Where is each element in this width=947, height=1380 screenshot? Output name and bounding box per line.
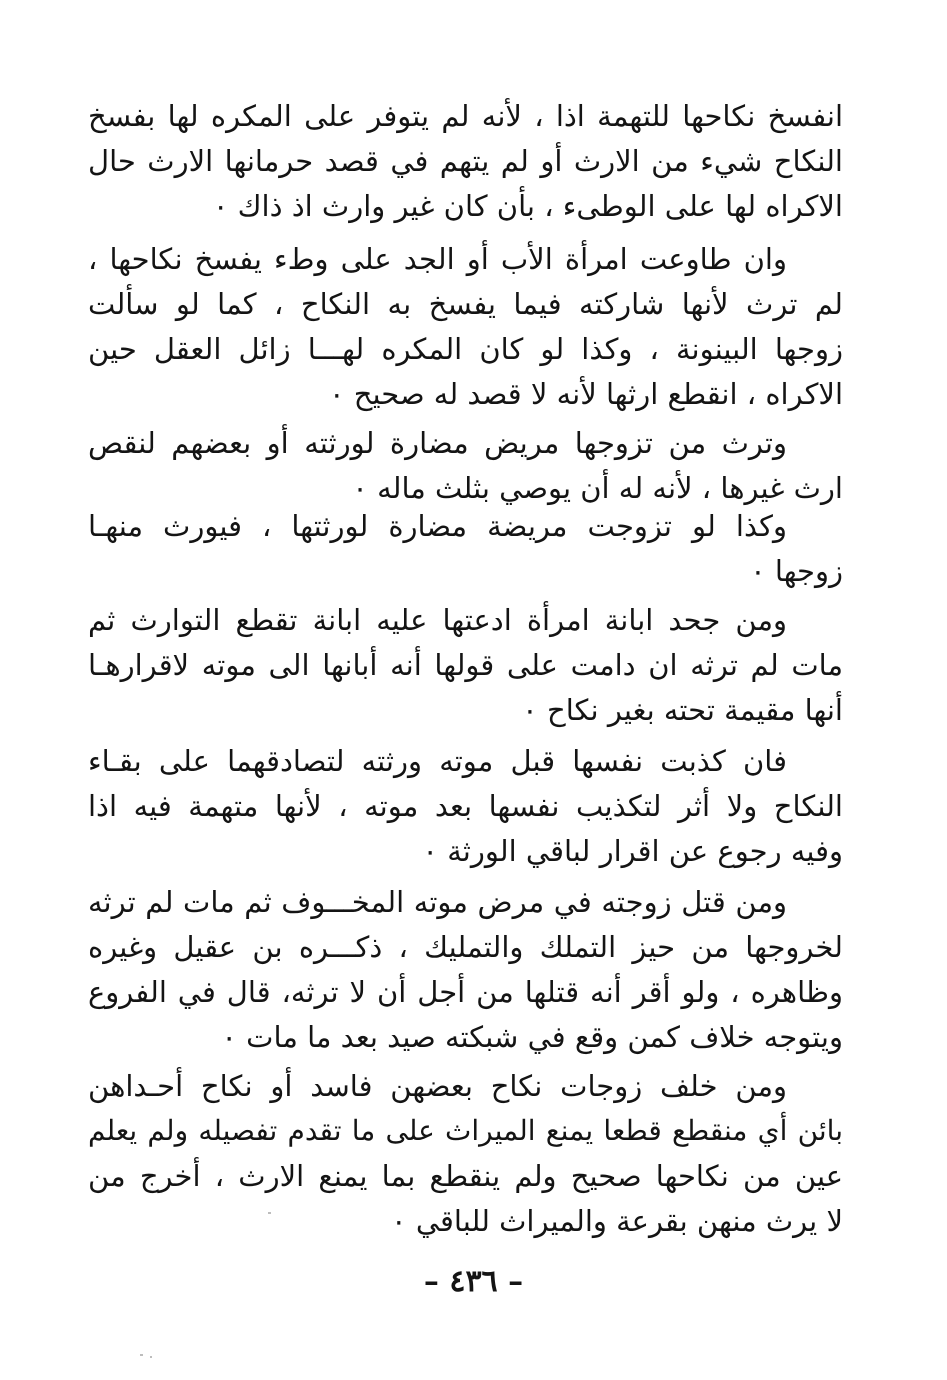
text-line: زوجها ٠ [750, 554, 843, 588]
text-line: زوجها البينونة ، وكذا لو كان المكره لهـــا زائل العقل حين [88, 332, 843, 366]
text-line: ومن خلف زوجات نكاح بعضهن فاسد أو نكاح أحـداهن [88, 1069, 787, 1103]
text-line: أنها مقيمة تحته بغير نكاح ٠ [522, 693, 843, 727]
text-line: ومن قتل زوجته في مرض موته المخـــوف ثم مات لم ترثه [88, 885, 787, 919]
text-line: وفيه رجوع عن اقرار لباقي الورثة ٠ [422, 834, 843, 868]
text-line: عين من نكاحها صحيح ولم ينقطع بما يمنع الارث ، أخرج من [88, 1159, 843, 1193]
scan-speck [150, 1356, 152, 1358]
scan-speck [140, 1354, 143, 1356]
text-line: وظاهره ، ولو أقر أنه قتلها من أجل أن لا ترثه، قال في الفروع [88, 975, 843, 1009]
text-line: ارث غيرها ، لأنه له أن يوصي بثلث ماله ٠ [352, 471, 843, 505]
text-line: الاكراه لها على الوطىء ، بأن كان غير وارث اذ ذاك ٠ [212, 189, 843, 223]
text-line: ومن جحد ابانة امرأة ادعتها عليه ابانة تقطع التوارث ثم [88, 603, 787, 637]
text-line: فان كذبت نفسها قبل موته ورثته لتصادقهما على بقـاء [88, 744, 787, 778]
text-line: وترث من تزوجها مريض مضارة لورثته أو بعضهم لنقص [88, 426, 787, 460]
text-line: لخروجها من حيز التملك والتمليك ، ذكـــره بن عقيل وغيره [88, 930, 843, 964]
text-line: انفسخ نكاحها للتهمة اذا ، لأنه لم يتوفر على المكره لها بفسخ [88, 99, 843, 133]
page-number: – ٤٣٦ – [423, 1264, 524, 1299]
text-line: لم ترث لأنها شاركته فيما يفسخ به النكاح ، كما لو سألت [88, 287, 843, 321]
scan-speck [268, 1212, 271, 1214]
text-line: بائن أي منقطع قطعا يمنع الميراث على ما تقدم تفصيله ولم يعلم [88, 1114, 843, 1147]
text-line: الاكراه ، انقطع ارثها لأنه لا قصد له صحيح ٠ [328, 377, 843, 411]
text-line: وكذا لو تزوجت مريضة مضارة لورثتها ، فيورث منهـا [88, 509, 787, 543]
text-line: ويتوجه خلاف كمن وقع في شبكته صيد بعد ما مات ٠ [221, 1020, 843, 1054]
text-line: النكاح ولا أثر لتكذيب نفسها بعد موته ، لأنها متهمة فيه اذا [88, 789, 843, 823]
text-line: وان طاوعت امرأة الأب أو الجد على وطء يفسخ نكاحها ، [88, 242, 787, 276]
text-line: مات لم ترثه ان دامت على قولها أنه أبانها الى موته لاقرارهـا [88, 648, 843, 682]
text-line: النكاح شيء من الارث أو لم يتهم في قصد حرمانها الارث حال [88, 144, 843, 178]
text-line: لا يرث منهن بقرعة والميراث للباقي ٠ [391, 1204, 843, 1238]
